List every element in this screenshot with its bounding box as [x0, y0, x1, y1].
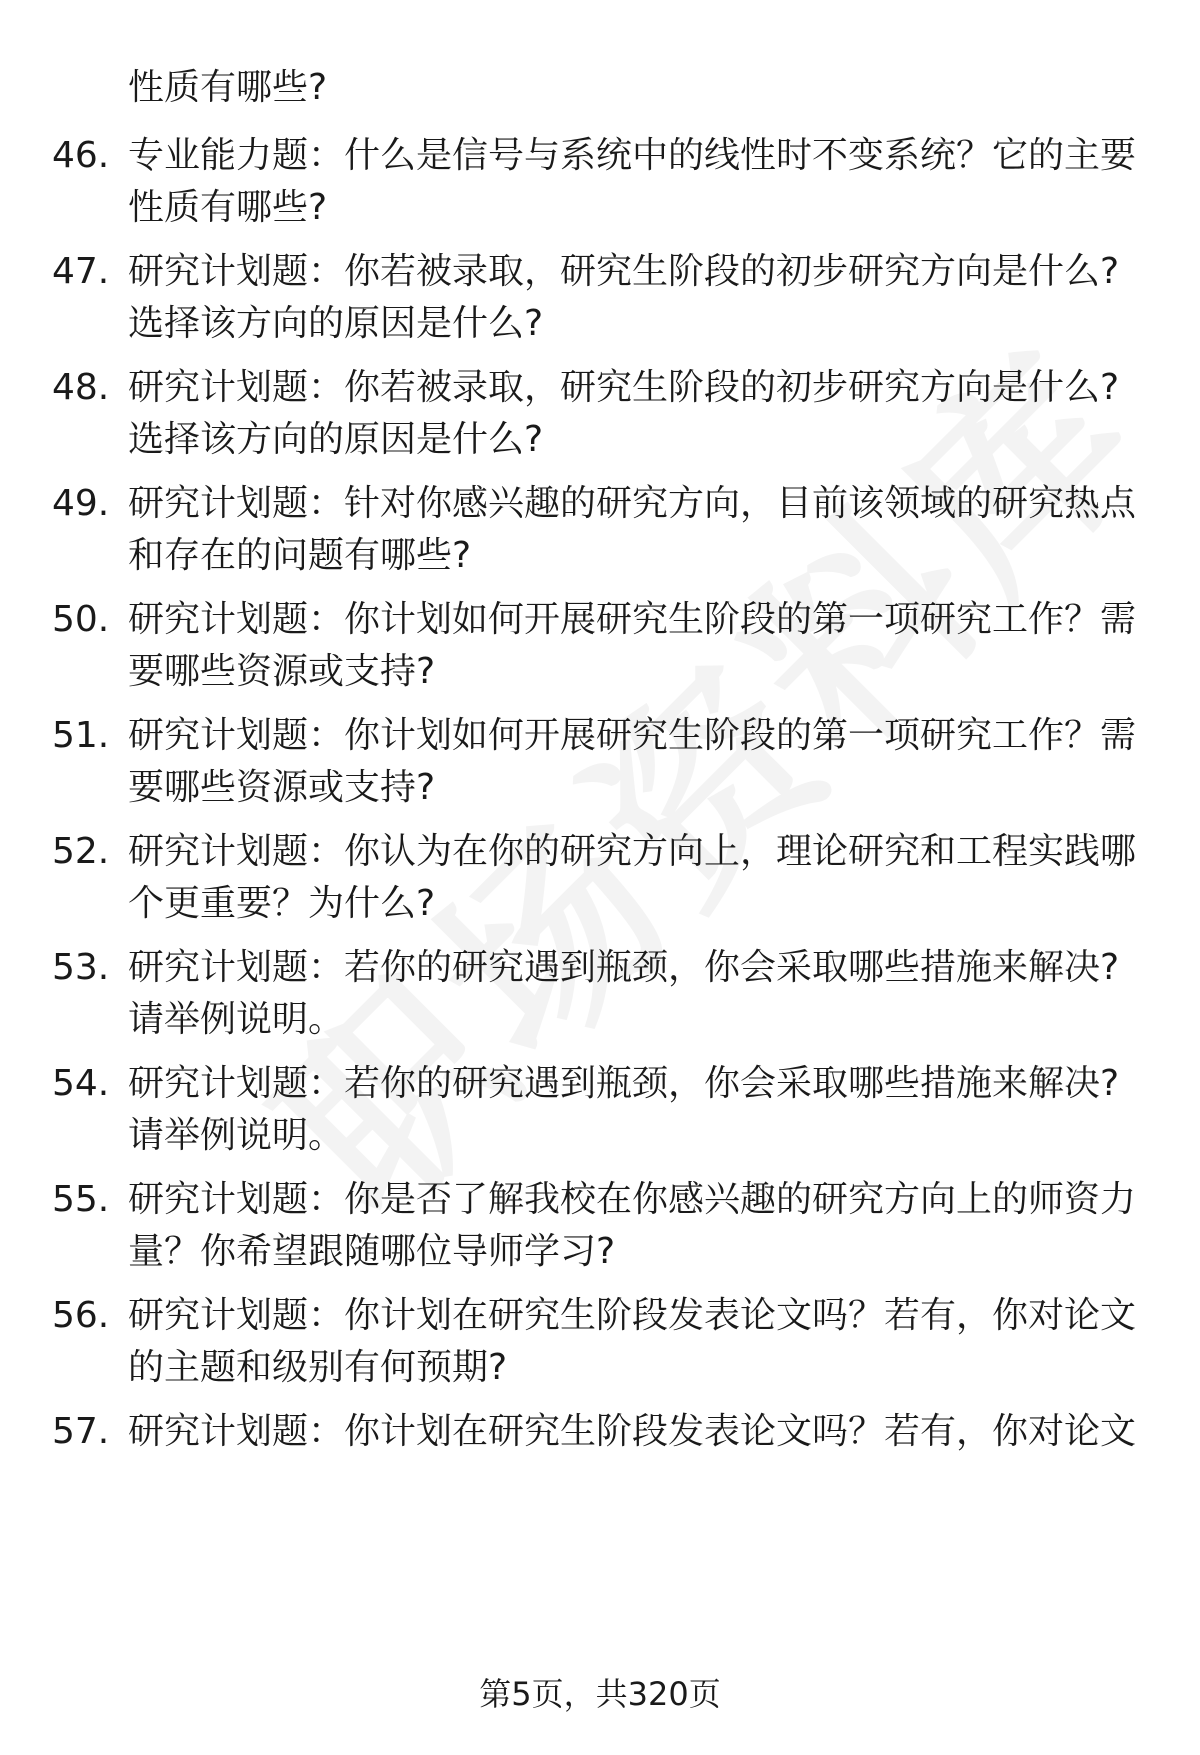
question-number: 54. [52, 1063, 110, 1104]
question-item [0, 594, 1200, 698]
question-item [0, 1058, 1200, 1162]
question-text: 研究计划题：若你的研究遇到瓶颈，你会采取哪些措施来解决?请举例说明。 [128, 1063, 1120, 1156]
question-number: 46. [52, 135, 110, 176]
question-item [0, 1174, 1200, 1278]
question-item [0, 246, 1200, 350]
question-text: 研究计划题：你是否了解我校在你感兴趣的研究方向上的师资力量？你希望跟随哪位导师学习? [128, 1179, 1137, 1272]
question-item [0, 1290, 1200, 1394]
page-footer: 第5页，共320页 [479, 1675, 721, 1713]
question-number: 55. [52, 1179, 110, 1220]
question-number: 57. [52, 1411, 110, 1452]
question-text: 研究计划题：若你的研究遇到瓶颈，你会采取哪些措施来解决?请举例说明。 [128, 947, 1120, 1040]
question-number: 50. [52, 599, 110, 640]
question-number: 51. [52, 715, 110, 756]
question-text: 研究计划题：你计划在研究生阶段发表论文吗？若有，你对论文 [128, 1411, 1137, 1452]
question-text: 研究计划题：你若被录取，研究生阶段的初步研究方向是什么?选择该方向的原因是什么? [128, 367, 1120, 460]
continuation-text: 性质有哪些? [128, 67, 328, 108]
question-text: 研究计划题：针对你感兴趣的研究方向，目前该领域的研究热点和存在的问题有哪些? [128, 483, 1137, 576]
question-number: 49. [52, 483, 110, 524]
question-number: 52. [52, 831, 110, 872]
question-number: 56. [52, 1295, 110, 1336]
question-text: 研究计划题：你计划如何开展研究生阶段的第一项研究工作？需要哪些资源或支持? [128, 599, 1137, 692]
question-item [0, 942, 1200, 1046]
question-item [0, 710, 1200, 814]
question-item [0, 1406, 1200, 1458]
question-number: 53. [52, 947, 110, 988]
question-text: 研究计划题：你认为在你的研究方向上，理论研究和工程实践哪个更重要？为什么? [128, 831, 1137, 924]
question-text: 研究计划题：你计划如何开展研究生阶段的第一项研究工作？需要哪些资源或支持? [128, 715, 1137, 808]
question-text: 研究计划题：你若被录取，研究生阶段的初步研究方向是什么?选择该方向的原因是什么? [128, 251, 1120, 344]
question-text: 研究计划题：你计划在研究生阶段发表论文吗？若有，你对论文的主题和级别有何预期? [128, 1295, 1137, 1388]
question-item [0, 362, 1200, 466]
question-number: 48. [52, 367, 110, 408]
question-number: 47. [52, 251, 110, 292]
question-text: 专业能力题：什么是信号与系统中的线性时不变系统？它的主要性质有哪些? [128, 135, 1137, 228]
question-item [0, 130, 1200, 234]
question-item [0, 478, 1200, 582]
question-item [0, 826, 1200, 930]
